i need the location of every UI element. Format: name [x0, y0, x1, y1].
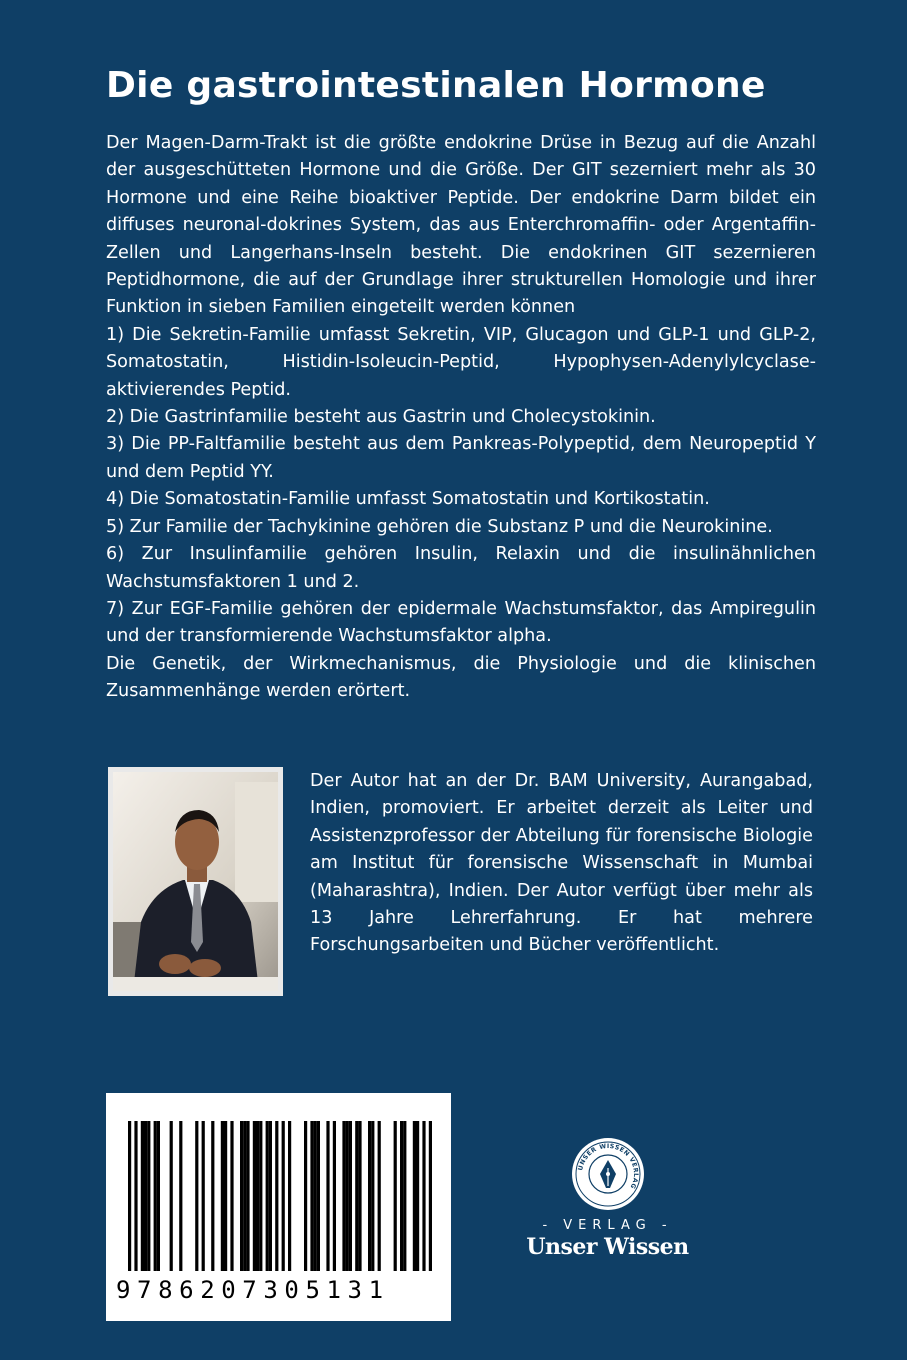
barcode-bar [416, 1121, 419, 1271]
barcode-bar [342, 1121, 345, 1271]
family-item: 7) Zur EGF-Familie gehören der epidermale Wachstumsfaktor, das Ampiregulin und der transformierende Wachstumsfaktor alpha. [106, 598, 816, 647]
author-photo [108, 767, 283, 996]
family-item: 2) Die Gastrinfamilie besteht aus Gastrin und Cholecystokinin. [106, 407, 656, 428]
publisher-ring-text: UNSER WISSEN VERLAG [576, 1142, 639, 1190]
family-item: 1) Die Sekretin-Familie umfasst Sekretin, VIP, Glucagon und GLP-1 und GLP-2, Somatostatin, Histidin-Isoleucin-Peptid, Hypophysen-Adenylylcyclase-aktivierendes Peptid. [106, 324, 816, 400]
barcode-bar [371, 1121, 374, 1271]
barcode-bar [211, 1121, 214, 1271]
description-intro: Der Magen-Darm-Trakt ist die größte endokrine Drüse in Bezug auf die Anzahl der ausgeschütteten Hormone und die Größe. Der GIT sezerniert mehr als 30 Hormone und eine Reihe bioaktiver Peptide. Der endokrine Darm bildet ein diffuses neuronal-dokrines System, das aus Enterchromaffin- oder Argentaffin-Zellen und Langerhans-Inseln besteht. Die endokrinen GIT sezernieren Peptidhormone, die auf der Grundlage ihrer strukturellen Homologie und ihrer Funktion in sieben Familien eingeteilt werden können [106, 133, 816, 318]
publisher-verlag-label: - VERLAG - [542, 1218, 673, 1233]
barcode-bar [144, 1121, 147, 1271]
barcode-bar [256, 1121, 259, 1271]
barcode-bar [317, 1121, 320, 1271]
barcode-bar [368, 1121, 371, 1271]
barcode-bar [333, 1121, 336, 1271]
barcode-bar [157, 1121, 160, 1271]
barcode-bar [269, 1121, 272, 1271]
barcode-bar [349, 1121, 352, 1271]
barcode-bar [358, 1121, 361, 1271]
barcode-bar [355, 1121, 358, 1271]
barcode-bar [413, 1121, 416, 1271]
barcode-bar [141, 1121, 144, 1271]
family-item: 3) Die PP-Faltfamilie besteht aus dem Pankreas-Polypeptid, dem Neuropeptid Y und dem Peptid YY. [106, 434, 816, 482]
author-bio: Der Autor hat an der Dr. BAM University, Aurangabad, Indien, promoviert. Er arbeitet derzeit als Leiter und Assistenzprofessor der Abteilung für forensische Biologie am Institut für forensische Wissenschaft in Mumbai (Maharashtra), Indien. Der Autor verfügt über mehr als 13 Jahre Lehrerfahrung. Er hat mehrere Forschungsarbeiten und Bücher veröffentlicht. [310, 771, 813, 956]
barcode-bars [106, 1093, 451, 1283]
author-portrait-image [113, 772, 278, 991]
barcode-bar [266, 1121, 269, 1271]
family-item: 5) Zur Familie der Tachykinine gehören die Substanz P und die Neurokinine. [106, 516, 773, 537]
barcode-bar [243, 1121, 246, 1271]
barcode-bar [246, 1121, 249, 1271]
family-item: 4) Die Somatostatin-Familie umfasst Somatostatin und Kortikostatin. [106, 489, 710, 510]
barcode-bar [202, 1121, 205, 1271]
barcode-bar [275, 1121, 278, 1271]
description-closing: Die Genetik, der Wirkmechanismus, die Physiologie und die klinischen Zusammenhänge werden erörtert. [106, 653, 816, 702]
barcode-bar [179, 1121, 182, 1271]
barcode-bar [304, 1121, 307, 1271]
publisher-seal [570, 1136, 646, 1212]
publisher-logo [520, 1136, 695, 1266]
barcode-bar [400, 1121, 403, 1271]
family-item: 6) Zur Insulinfamilie gehören Insulin, Relaxin und die insulinähnlichen Wachstumsfaktoren 1 und 2. [106, 544, 816, 592]
barcode-bar [403, 1121, 406, 1271]
barcode-bar [224, 1121, 227, 1271]
barcode-bar [310, 1121, 313, 1271]
barcode-bar [314, 1121, 317, 1271]
barcode-bar [147, 1121, 150, 1271]
barcode-bar [282, 1121, 285, 1271]
barcode-bar [170, 1121, 173, 1271]
barcode-bar [288, 1121, 291, 1271]
publisher-name: Unser Wissen [526, 1234, 689, 1260]
isbn-number: 9786207305131 [116, 1276, 390, 1304]
barcode-bar [230, 1121, 233, 1271]
barcode-bar [394, 1121, 397, 1271]
barcode-bar [195, 1121, 198, 1271]
book-description [106, 130, 816, 706]
barcode-bar [259, 1121, 262, 1271]
barcode-bar [154, 1121, 157, 1271]
barcode-bar [422, 1121, 425, 1271]
barcode-bar [346, 1121, 349, 1271]
barcode-bar [134, 1121, 137, 1271]
barcode-bar [128, 1121, 131, 1271]
barcode-bar [326, 1121, 329, 1271]
barcode-bar [221, 1121, 224, 1271]
isbn-barcode [106, 1093, 451, 1321]
book-title: Die gastrointestinalen Hormone [106, 65, 766, 106]
barcode-bar [240, 1121, 243, 1271]
barcode-bar [378, 1121, 381, 1271]
barcode-bar [429, 1121, 432, 1271]
barcode-bar [253, 1121, 256, 1271]
